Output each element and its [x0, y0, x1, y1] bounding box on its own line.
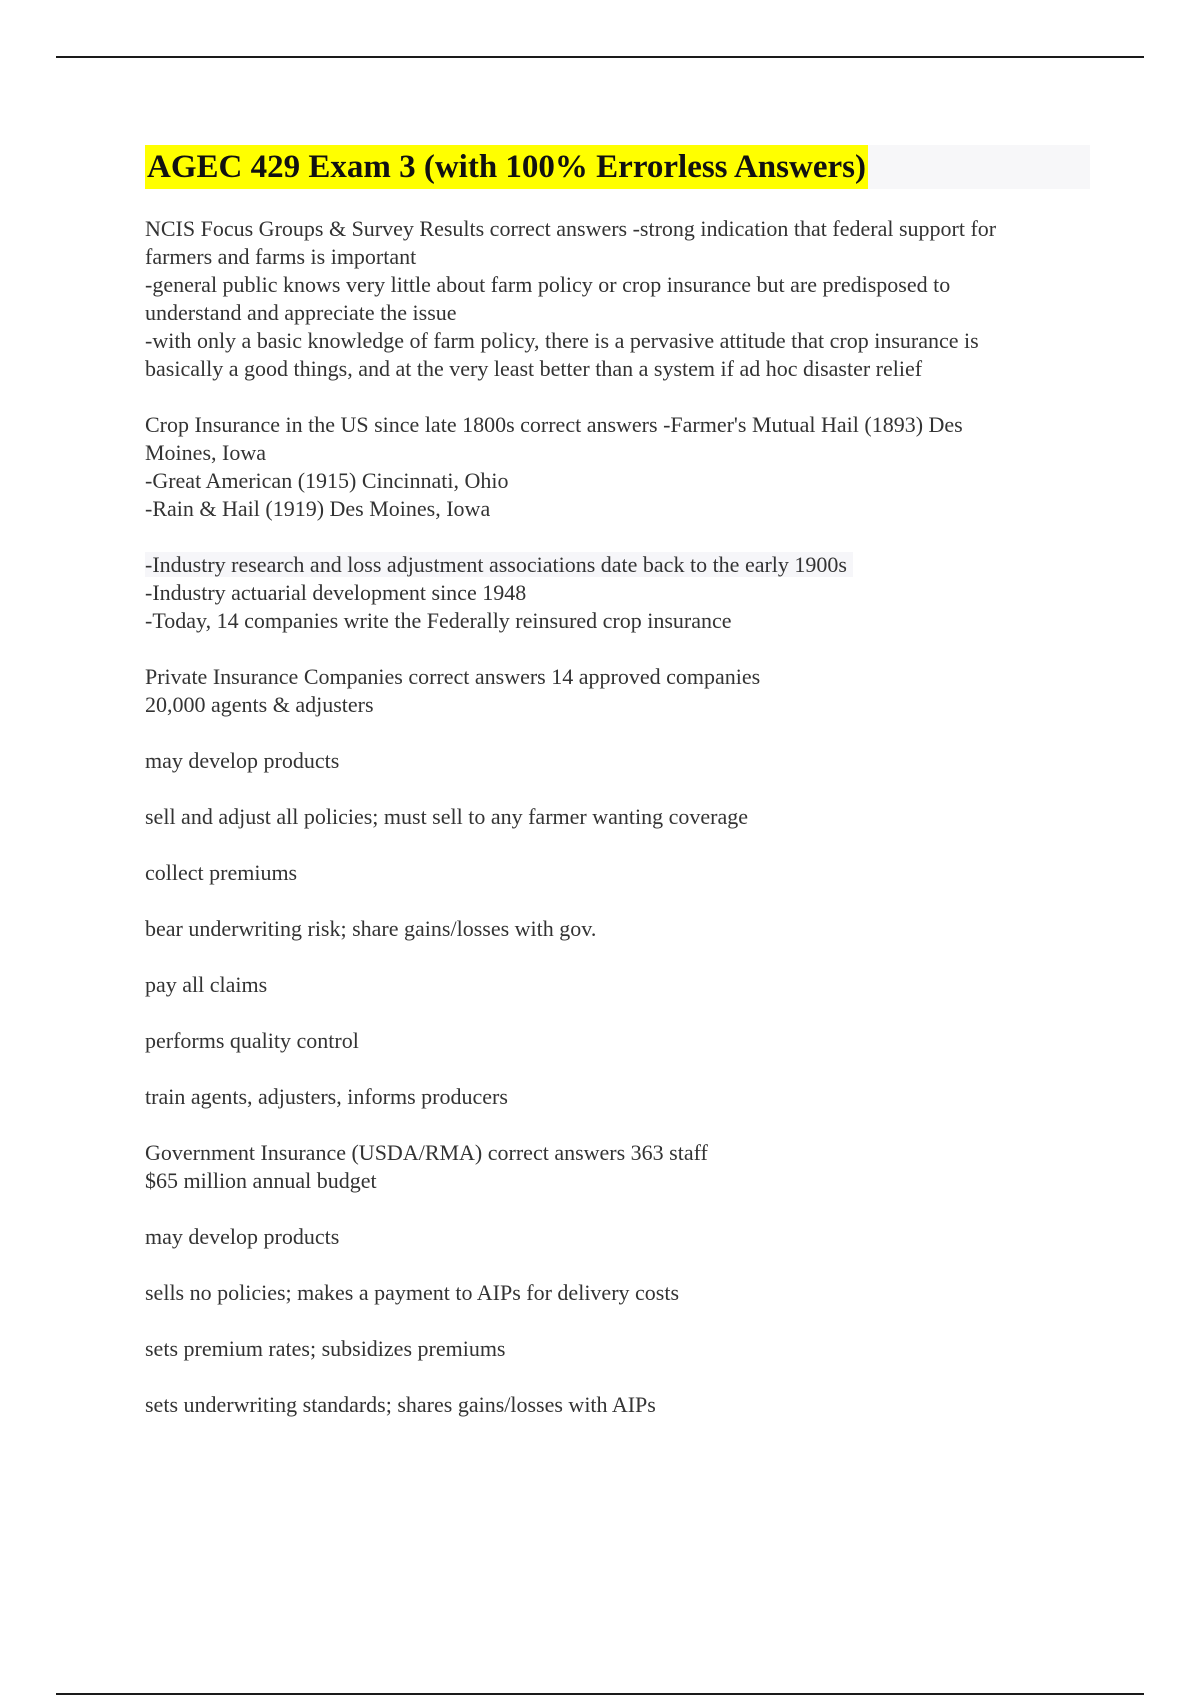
text-line: performs quality control — [145, 1028, 359, 1053]
government-role-item — [145, 1391, 1090, 1419]
text-line — [145, 551, 1090, 579]
text-line: Private Insurance Companies correct answers 14 approved companies — [145, 664, 761, 689]
text-line: farmers and farms is important — [145, 244, 417, 269]
text-line: bear underwriting risk; share gains/losses with gov. — [145, 916, 597, 941]
government-role-item — [145, 1335, 1090, 1363]
text-line: Moines, Iowa — [145, 440, 266, 465]
document-title: AGEC 429 Exam 3 (with 100% Errorless Answers) — [145, 145, 868, 189]
text-line: $65 million annual budget — [145, 1168, 377, 1193]
text-line: basically a good things, and at the very least better than a system if ad hoc disaster relief — [145, 356, 923, 381]
text-line: -Today, 14 companies write the Federally reinsured crop insurance — [145, 608, 732, 633]
text-line: sets premium rates; subsidizes premiums — [145, 1336, 506, 1361]
highlighted-text: -Industry research and loss adjustment associations date back to the early 1900s — [145, 552, 853, 577]
text-line: -Great American (1915) Cincinnati, Ohio — [145, 468, 509, 493]
text-line: sell and adjust all policies; must sell to any farmer wanting coverage — [145, 804, 748, 829]
private-role-item — [145, 1083, 1090, 1111]
text-line: 20,000 agents & adjusters — [145, 692, 374, 717]
title-row — [145, 145, 1090, 189]
qa-crop-insurance-history — [145, 411, 1090, 523]
private-role-item — [145, 803, 1090, 831]
private-role-item — [145, 859, 1090, 887]
industry-history-list — [145, 551, 1090, 635]
government-role-item — [145, 1279, 1090, 1307]
qa-private-insurance-companies — [145, 663, 1090, 719]
text-line: NCIS Focus Groups & Survey Results correct answers -strong indication that federal support for — [145, 216, 997, 241]
text-line: sells no policies; makes a payment to AIPs for delivery costs — [145, 1280, 680, 1305]
text-line: -with only a basic knowledge of farm policy, there is a pervasive attitude that crop insurance is — [145, 328, 979, 353]
text-line: may develop products — [145, 1224, 340, 1249]
private-role-item — [145, 747, 1090, 775]
qa-ncis-focus-groups — [145, 215, 1090, 383]
text-line: pay all claims — [145, 972, 268, 997]
text-line: collect premiums — [145, 860, 298, 885]
page-bottom-rule — [56, 1693, 1144, 1695]
text-line: sets underwriting standards; shares gains/losses with AIPs — [145, 1392, 656, 1417]
qa-government-insurance — [145, 1139, 1090, 1195]
private-role-item — [145, 1027, 1090, 1055]
text-line: understand and appreciate the issue — [145, 300, 457, 325]
page-top-rule — [56, 56, 1144, 58]
text-line: -general public knows very little about farm policy or crop insurance but are predisposed to — [145, 272, 951, 297]
text-line: train agents, adjusters, informs producers — [145, 1084, 508, 1109]
text-line: -Industry actuarial development since 1948 — [145, 580, 527, 605]
government-role-item — [145, 1223, 1090, 1251]
text-line: may develop products — [145, 748, 340, 773]
text-line: Government Insurance (USDA/RMA) correct answers 363 staff — [145, 1140, 708, 1165]
private-role-item — [145, 971, 1090, 999]
private-role-item — [145, 915, 1090, 943]
text-line: -Rain & Hail (1919) Des Moines, Iowa — [145, 496, 491, 521]
document-body — [145, 145, 1090, 1447]
text-line: Crop Insurance in the US since late 1800s correct answers -Farmer's Mutual Hail (1893) Des — [145, 412, 963, 437]
